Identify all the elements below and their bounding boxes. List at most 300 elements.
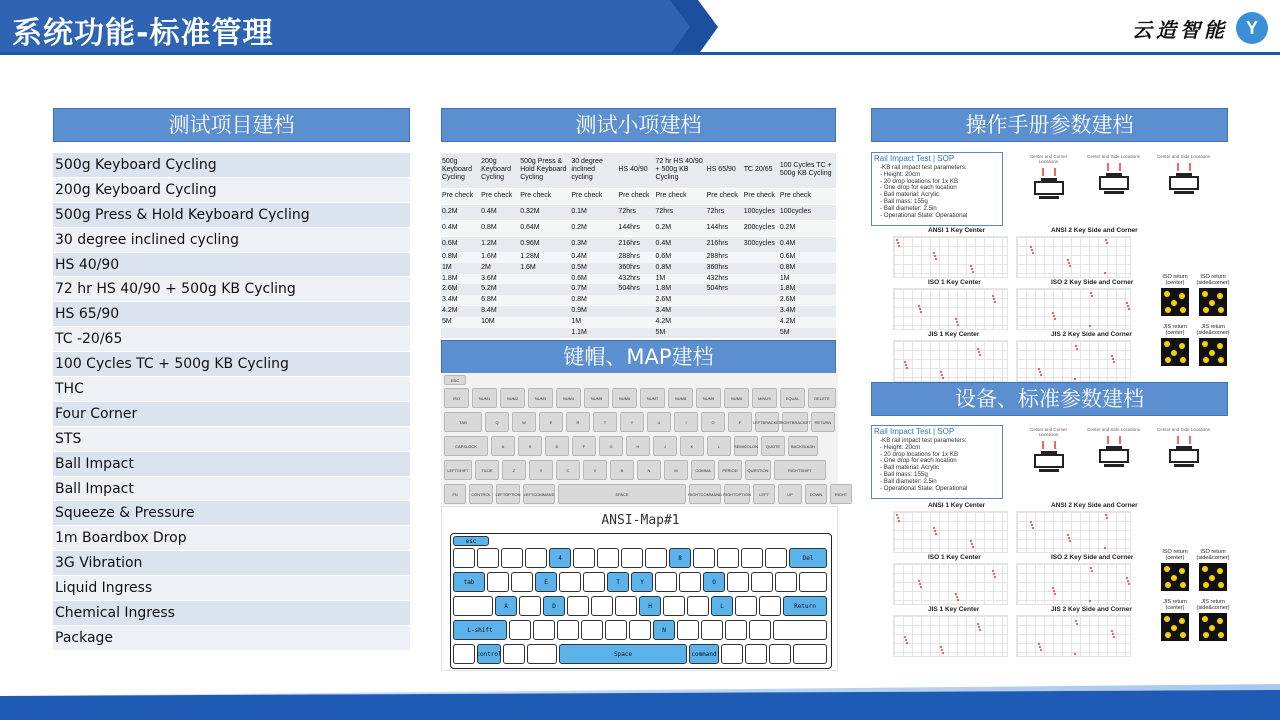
- ansi-map-key[interactable]: [527, 644, 557, 664]
- ansi-map-key[interactable]: [725, 620, 747, 640]
- ansi-map-key[interactable]: [741, 548, 763, 568]
- test-item[interactable]: Liquid Ingress: [53, 576, 410, 601]
- impact-point-marker: [918, 305, 920, 307]
- table-cell: 72hrs: [655, 204, 706, 220]
- ansi-map-key[interactable]: [509, 620, 531, 640]
- test-item[interactable]: HS 40/90: [53, 253, 410, 278]
- test-item[interactable]: Package: [53, 626, 410, 651]
- keyboard-key[interactable]: LEFT: [753, 484, 775, 504]
- keyboard-key[interactable]: H: [626, 436, 650, 456]
- keyboard-key[interactable]: RIGHTSHIFT: [774, 460, 826, 480]
- table-row: [441, 236, 836, 252]
- impact-point-marker: [1104, 547, 1106, 549]
- keyboard-key[interactable]: TILDE: [475, 460, 499, 480]
- keyboard-key[interactable]: D: [545, 436, 569, 456]
- table-cell: 432hrs: [618, 274, 640, 282]
- table-cell: 288hrs: [706, 253, 729, 260]
- test-item[interactable]: HS 65/90: [53, 302, 410, 327]
- impact-point-marker: [1053, 315, 1055, 317]
- ansi-map-key[interactable]: [511, 572, 533, 592]
- impact-point-marker: [898, 245, 900, 247]
- table-cell: 200cycles: [743, 220, 779, 236]
- keyboard-key[interactable]: LEFTSHIFT: [444, 460, 472, 480]
- keyboard-key[interactable]: NUM8: [668, 388, 693, 408]
- ansi-map-key[interactable]: O: [703, 572, 725, 592]
- ansi-map-key[interactable]: L: [711, 596, 733, 616]
- table-cell: 0.7M: [571, 285, 587, 293]
- ansi-map-key[interactable]: [727, 572, 749, 592]
- ansi-map-key[interactable]: [477, 548, 499, 568]
- keyboard-key[interactable]: EQUAL: [780, 388, 805, 408]
- keyboard-key[interactable]: LEFTOPTION: [496, 484, 520, 504]
- keyboard-key[interactable]: ISO: [444, 388, 469, 408]
- header-divider: [0, 52, 1280, 55]
- table-cell: [743, 328, 779, 339]
- keyboard-key[interactable]: COMMA: [691, 460, 715, 480]
- ansi-map-key[interactable]: Space: [559, 644, 687, 664]
- ansi-map-key[interactable]: [629, 620, 651, 640]
- keycap-profile-icon: [1156, 432, 1211, 482]
- keyboard-key[interactable]: LEFTCOMMAND: [523, 484, 555, 504]
- impact-point-marker: [904, 636, 906, 638]
- table-cell: 216hrs: [617, 236, 654, 252]
- ansi-map-title: ANSI-Map#1: [601, 513, 680, 528]
- impact-location-diagram: [1086, 154, 1141, 214]
- table-header-cell: HS 65/90: [706, 166, 736, 174]
- ansi-map-key[interactable]: D: [543, 596, 565, 616]
- keyboard-key[interactable]: NUM4: [556, 388, 581, 408]
- ansi-map-key[interactable]: E: [535, 572, 557, 592]
- impact-point-marker: [1069, 540, 1071, 542]
- table-cell: [519, 284, 570, 295]
- section-header-equipment-params: 设备、标准参数建档: [871, 382, 1228, 416]
- keyboard-key[interactable]: RIGHTCOMMAND: [689, 484, 721, 504]
- sop-line: - One drop for each location: [880, 184, 957, 192]
- ansi-map-key[interactable]: [581, 620, 603, 640]
- ansi-map-key[interactable]: [525, 548, 547, 568]
- table-row: [441, 263, 836, 274]
- table-cell: 72hrs: [706, 204, 743, 220]
- impact-point-marker: [956, 321, 958, 323]
- keyboard-key[interactable]: NUM5: [584, 388, 609, 408]
- ansi-map-key[interactable]: [583, 572, 605, 592]
- layout-grid-label: JIS 1 Key Center: [928, 606, 980, 613]
- impact-point-marker: [941, 374, 943, 376]
- table-header-cell: 200g Keyboard Cycling: [481, 158, 512, 182]
- keyboard-key[interactable]: DELETE: [808, 388, 836, 408]
- table-cell: 0.64M: [519, 220, 570, 236]
- keyboard-key[interactable]: V: [583, 460, 607, 480]
- impact-point-marker: [1032, 527, 1034, 529]
- keyboard-key[interactable]: FN: [444, 484, 466, 504]
- table-cell: 0.8M: [779, 263, 796, 271]
- table-cell: [617, 295, 654, 306]
- return-key-image: [1199, 563, 1227, 591]
- section-header-manual-params: 操作手册参数建档: [871, 108, 1228, 142]
- keyboard-key[interactable]: NUM0: [724, 388, 749, 408]
- ansi-map-key[interactable]: [721, 644, 743, 664]
- sop-line: - Ball material: Acrylic: [880, 191, 940, 199]
- impact-point-marker: [1127, 580, 1129, 582]
- keyboard-key[interactable]: NUM6: [612, 388, 637, 408]
- table-cell: 432hrs: [706, 274, 729, 282]
- impact-point-marker: [1090, 292, 1092, 294]
- keyboard-key[interactable]: MINUS: [752, 388, 777, 408]
- table-cell: 0.4M: [480, 204, 519, 220]
- keyboard-key[interactable]: E: [539, 412, 563, 432]
- keyboard-key[interactable]: LEFTBRACKET: [755, 412, 779, 432]
- impact-point-marker: [979, 629, 981, 631]
- table-cell: 216hrs: [706, 236, 743, 252]
- keyboard-key[interactable]: A: [491, 436, 515, 456]
- ansi-map-key[interactable]: [775, 572, 797, 592]
- header-bar: [0, 0, 1280, 55]
- keyboard-key[interactable]: X: [529, 460, 553, 480]
- impact-point-marker: [940, 646, 942, 648]
- ansi-map-key[interactable]: [765, 548, 787, 568]
- keyboard-key[interactable]: NUM2: [500, 388, 525, 408]
- table-cell: 504hrs: [706, 285, 729, 293]
- ansi-map-key[interactable]: [717, 548, 739, 568]
- test-item[interactable]: 500g Keyboard Cycling: [53, 153, 410, 178]
- keyboard-key[interactable]: DOWN: [805, 484, 827, 504]
- impact-point-marker: [933, 527, 935, 529]
- table-cell: 1M: [442, 263, 452, 271]
- ansi-map-key[interactable]: [519, 596, 541, 616]
- table-cell: 0.2M: [655, 220, 706, 236]
- test-item[interactable]: TC -20/65: [53, 327, 410, 352]
- impact-point-marker: [1074, 378, 1076, 380]
- ansi-map-key[interactable]: [503, 644, 525, 664]
- diagram-label: Center and Side Locations: [1156, 154, 1211, 159]
- keyboard-key[interactable]: CAPSLOCK: [444, 436, 488, 456]
- test-item[interactable]: 30 degree inclined cycling: [53, 228, 410, 253]
- return-key-label: JIS return (side&corner): [1196, 599, 1230, 611]
- keyboard-key[interactable]: NUM3: [528, 388, 553, 408]
- ansi-map-key[interactable]: [687, 596, 709, 616]
- ansi-map-key[interactable]: [749, 620, 771, 640]
- impact-point-marker: [994, 576, 996, 578]
- impact-point-marker: [1113, 636, 1115, 638]
- table-row: [441, 306, 836, 317]
- keyboard-key[interactable]: BACKSLASH: [788, 436, 818, 456]
- keyboard-key[interactable]: TAB: [444, 412, 482, 432]
- test-item[interactable]: 3G Vibration: [53, 551, 410, 576]
- brand: [1132, 12, 1268, 44]
- table-row: [441, 153, 836, 188]
- keyboard-key[interactable]: PERIOD: [718, 460, 742, 480]
- impact-point-marker: [934, 255, 936, 257]
- ansi-map-key[interactable]: H: [639, 596, 661, 616]
- table-cell: 360hrs: [618, 263, 640, 271]
- test-item[interactable]: STS: [53, 427, 410, 452]
- ansi-map-key[interactable]: [533, 620, 555, 640]
- ansi-map-key[interactable]: [605, 620, 627, 640]
- ansi-map-key[interactable]: [597, 548, 619, 568]
- impact-point-marker: [1052, 312, 1054, 314]
- table-cell: [743, 274, 779, 285]
- table-header-cell: 72 hr HS 40/90 + 500g KB Cycling: [655, 158, 703, 182]
- impact-point-marker: [978, 351, 980, 353]
- table-header-cell: TC 20/65: [743, 166, 773, 174]
- layout-grid-label: ISO 1 Key Center: [928, 279, 981, 286]
- ansi-map-key[interactable]: Y: [631, 572, 653, 592]
- table-cell: [743, 252, 779, 263]
- test-item[interactable]: Four Corner: [53, 402, 410, 427]
- ansi-map-key[interactable]: [559, 572, 581, 592]
- keyboard-key[interactable]: Y: [620, 412, 644, 432]
- keycap-profile-icon: [1021, 437, 1076, 487]
- table-cell: 3.6M: [481, 274, 497, 282]
- table-cell: 10M: [481, 317, 495, 325]
- keyboard-key[interactable]: RETURN: [811, 412, 835, 432]
- keyboard-grid-image: [893, 288, 1008, 330]
- keyboard-grid-image: [1016, 511, 1131, 553]
- table-cell: 144hrs: [706, 220, 743, 236]
- keyboard-key[interactable]: W: [512, 412, 536, 432]
- keyboard-grid-image: [893, 563, 1008, 605]
- keyboard-key[interactable]: UP: [778, 484, 802, 504]
- keyboard-key[interactable]: QUESTION: [745, 460, 771, 480]
- impact-point-marker: [977, 623, 979, 625]
- table-cell: [743, 263, 779, 274]
- diagram-label: Center and Side Locations: [1156, 427, 1211, 432]
- ansi-map-key[interactable]: [453, 644, 475, 664]
- ansi-map-key[interactable]: [567, 596, 589, 616]
- ansi-map-key[interactable]: [655, 572, 677, 592]
- diagram-label: Center and Side Locations: [1086, 427, 1141, 432]
- table-cell: 5M: [779, 328, 790, 336]
- table-cell: 4.2M: [655, 317, 672, 325]
- keyboard-key[interactable]: S: [518, 436, 542, 456]
- section-header-test-items: 测试项目建档: [53, 108, 410, 142]
- keyboard-key[interactable]: NUM9: [696, 388, 721, 408]
- impact-point-marker: [979, 354, 981, 356]
- keyboard-key[interactable]: B: [610, 460, 634, 480]
- keyboard-key[interactable]: U: [647, 412, 671, 432]
- ansi-map-key[interactable]: N: [653, 620, 675, 640]
- ansi-map-key[interactable]: [621, 548, 643, 568]
- impact-point-marker: [920, 311, 922, 313]
- ansi-map-key[interactable]: [793, 644, 827, 664]
- impact-point-marker: [1126, 577, 1128, 579]
- impact-point-marker: [1089, 325, 1091, 327]
- impact-point-marker: [1067, 534, 1069, 536]
- ansi-map-key[interactable]: [453, 596, 493, 616]
- ansi-map-key[interactable]: [735, 596, 757, 616]
- table-row: [441, 204, 836, 220]
- ansi-map-key[interactable]: 4: [549, 548, 571, 568]
- table-cell: 1.8M: [655, 285, 672, 293]
- diagram-label: Center and Side Locations: [1086, 154, 1141, 159]
- test-item[interactable]: THC: [53, 377, 410, 402]
- impact-point-marker: [942, 652, 944, 654]
- impact-point-marker: [1031, 524, 1033, 526]
- impact-point-marker: [935, 258, 937, 260]
- test-item[interactable]: 500g Press & Hold Keyboard Cycling: [53, 203, 410, 228]
- keyboard-key[interactable]: RIGHT: [830, 484, 852, 504]
- table-cell: Pre check: [779, 188, 836, 204]
- ansi-map-key[interactable]: [773, 620, 827, 640]
- keyboard-key[interactable]: F: [572, 436, 596, 456]
- keyboard-key[interactable]: N: [637, 460, 661, 480]
- keyboard-key[interactable]: RIGHTBRACKET: [782, 412, 808, 432]
- table-cell: [519, 274, 570, 285]
- keyboard-key[interactable]: QUOTE: [761, 436, 785, 456]
- table-cell: 100cycles: [779, 204, 836, 220]
- ansi-map-key[interactable]: [663, 596, 685, 616]
- ansi-map-key[interactable]: 8: [669, 548, 691, 568]
- table-cell: 0.32M: [519, 204, 570, 220]
- keyboard-key[interactable]: Z: [502, 460, 526, 480]
- ansi-map-key[interactable]: esc: [453, 536, 489, 546]
- table-row: [441, 328, 836, 339]
- keyboard-key[interactable]: Q: [485, 412, 509, 432]
- table-cell: 504hrs: [618, 285, 640, 293]
- ansi-map-key[interactable]: Return: [783, 596, 827, 616]
- table-row: [441, 188, 836, 204]
- test-item[interactable]: Chemical Ingress: [53, 601, 410, 626]
- ansi-map-key[interactable]: [769, 644, 791, 664]
- ansi-map-key[interactable]: tab: [453, 572, 485, 592]
- sop-line: - One drop for each location: [880, 457, 957, 465]
- sop-parameter-box: [871, 152, 1003, 226]
- impact-point-marker: [935, 533, 937, 535]
- table-cell: 0.96M: [519, 236, 570, 252]
- ansi-map-key[interactable]: [677, 620, 699, 640]
- ansi-map-key[interactable]: A: [495, 596, 517, 616]
- ansi-map-key[interactable]: control: [477, 644, 501, 664]
- keyboard-key[interactable]: SPACE: [558, 484, 686, 504]
- test-item[interactable]: 200g Keyboard Cycling: [53, 178, 410, 203]
- section-header-keycap-map: 键帽、MAP建档: [441, 340, 836, 374]
- ansi-map-key[interactable]: [573, 548, 595, 568]
- keyboard-key[interactable]: L: [707, 436, 731, 456]
- ansi-map-key[interactable]: T: [607, 572, 629, 592]
- keyboard-key[interactable]: M: [664, 460, 688, 480]
- impact-point-marker: [905, 364, 907, 366]
- keyboard-key[interactable]: I: [674, 412, 698, 432]
- ansi-map-key[interactable]: [557, 620, 579, 640]
- keyboard-key[interactable]: SEMICOLON: [734, 436, 758, 456]
- table-cell: 0.2M: [779, 220, 836, 236]
- keyboard-key[interactable]: NUM7: [640, 388, 665, 408]
- keyboard-key[interactable]: NUM1: [472, 388, 497, 408]
- table-cell: Pre check: [441, 188, 480, 204]
- keyboard-key[interactable]: C: [556, 460, 580, 480]
- impact-point-marker: [1105, 514, 1107, 516]
- impact-point-marker: [970, 265, 972, 267]
- keyboard-key[interactable]: J: [653, 436, 677, 456]
- test-item[interactable]: 100 Cycles TC + 500g KB Cycling: [53, 352, 410, 377]
- keyboard-key[interactable]: RIGHTOPTION: [724, 484, 750, 504]
- keyboard-row: [444, 388, 836, 408]
- impact-point-marker: [994, 301, 996, 303]
- keyboard-grid-image: [1016, 236, 1131, 278]
- keyboard-grid-image: [1016, 288, 1131, 330]
- table-cell: 0.6M: [571, 274, 587, 282]
- impact-point-marker: [920, 586, 922, 588]
- keyboard-key[interactable]: R: [566, 412, 590, 432]
- impact-point-marker: [898, 520, 900, 522]
- ansi-map-key[interactable]: [645, 548, 667, 568]
- return-key-label: ISO return (center): [1162, 549, 1188, 561]
- test-item[interactable]: 1m Boardbox Drop: [53, 526, 410, 551]
- keyboard-key[interactable]: ESC: [444, 375, 466, 385]
- section-header-test-subitems: 测试小项建档: [441, 108, 836, 142]
- ansi-map-key[interactable]: [745, 644, 767, 664]
- ansi-map-key[interactable]: [759, 596, 781, 616]
- table-cell: 0.3M: [570, 236, 617, 252]
- ansi-map-key[interactable]: [679, 572, 701, 592]
- ansi-map-key[interactable]: [701, 620, 723, 640]
- table-cell: 0.2M: [441, 204, 480, 220]
- ansi-map-key[interactable]: L-shift: [453, 620, 507, 640]
- table-cell: 3.4M: [442, 296, 458, 304]
- test-item[interactable]: 72 hr HS 40/90 + 500g KB Cycling: [53, 277, 410, 302]
- return-key-label: ISO return (side&corner): [1196, 274, 1230, 286]
- test-item[interactable]: Ball Impact: [53, 452, 410, 477]
- ansi-map-key[interactable]: [615, 596, 637, 616]
- sop-line: - Ball mass: 155g: [880, 197, 928, 205]
- ansi-map-key[interactable]: [487, 572, 509, 592]
- keyboard-key[interactable]: K: [680, 436, 704, 456]
- manual-params-image: [871, 152, 1228, 354]
- return-key-image: [1161, 338, 1189, 366]
- ansi-map-key[interactable]: [453, 548, 475, 568]
- table-cell: Pre check: [480, 188, 519, 204]
- keyboard-row: [444, 436, 818, 456]
- ansi-map-key[interactable]: [501, 548, 523, 568]
- ansi-map-key[interactable]: [591, 596, 613, 616]
- return-key-image: [1161, 563, 1189, 591]
- ansi-map-key[interactable]: command: [689, 644, 719, 664]
- keyboard-key[interactable]: O: [701, 412, 725, 432]
- table-cell: [617, 306, 654, 317]
- impact-point-marker: [1069, 265, 1071, 267]
- impact-point-marker: [1091, 570, 1093, 572]
- impact-location-diagram: [1156, 427, 1211, 487]
- keyboard-key[interactable]: P: [728, 412, 752, 432]
- table-cell: 0.4M: [779, 236, 836, 252]
- keyboard-layout-panel: [441, 373, 848, 505]
- impact-point-marker: [918, 580, 920, 582]
- table-cell: 1.6M: [520, 263, 536, 271]
- impact-point-marker: [993, 298, 995, 300]
- test-item[interactable]: Ball Impact: [53, 477, 410, 502]
- impact-point-marker: [1128, 308, 1130, 310]
- table-cell: 72hrs: [617, 204, 654, 220]
- table-cell: Pre check: [743, 188, 779, 204]
- keyboard-key[interactable]: CONTROL: [469, 484, 493, 504]
- test-item[interactable]: Squeeze & Pressure: [53, 501, 410, 526]
- table-cell: 5.2M: [481, 285, 497, 293]
- ansi-map-key[interactable]: [693, 548, 715, 568]
- impact-point-marker: [906, 642, 908, 644]
- sop-line: -KB rail impact test parameters:: [880, 164, 967, 171]
- table-cell: 5M: [655, 328, 666, 336]
- keyboard-row: [444, 484, 852, 504]
- impact-location-diagram: [1156, 154, 1211, 214]
- keyboard-key[interactable]: T: [593, 412, 617, 432]
- ansi-map-key[interactable]: [751, 572, 773, 592]
- ansi-map-key[interactable]: [799, 572, 827, 592]
- table-cell: 0.4M: [655, 236, 706, 252]
- keyboard-key[interactable]: G: [599, 436, 623, 456]
- impact-point-marker: [977, 348, 979, 350]
- ansi-map-key[interactable]: Del: [789, 548, 827, 568]
- sop-line: -KB rail impact test parameters:: [880, 437, 967, 444]
